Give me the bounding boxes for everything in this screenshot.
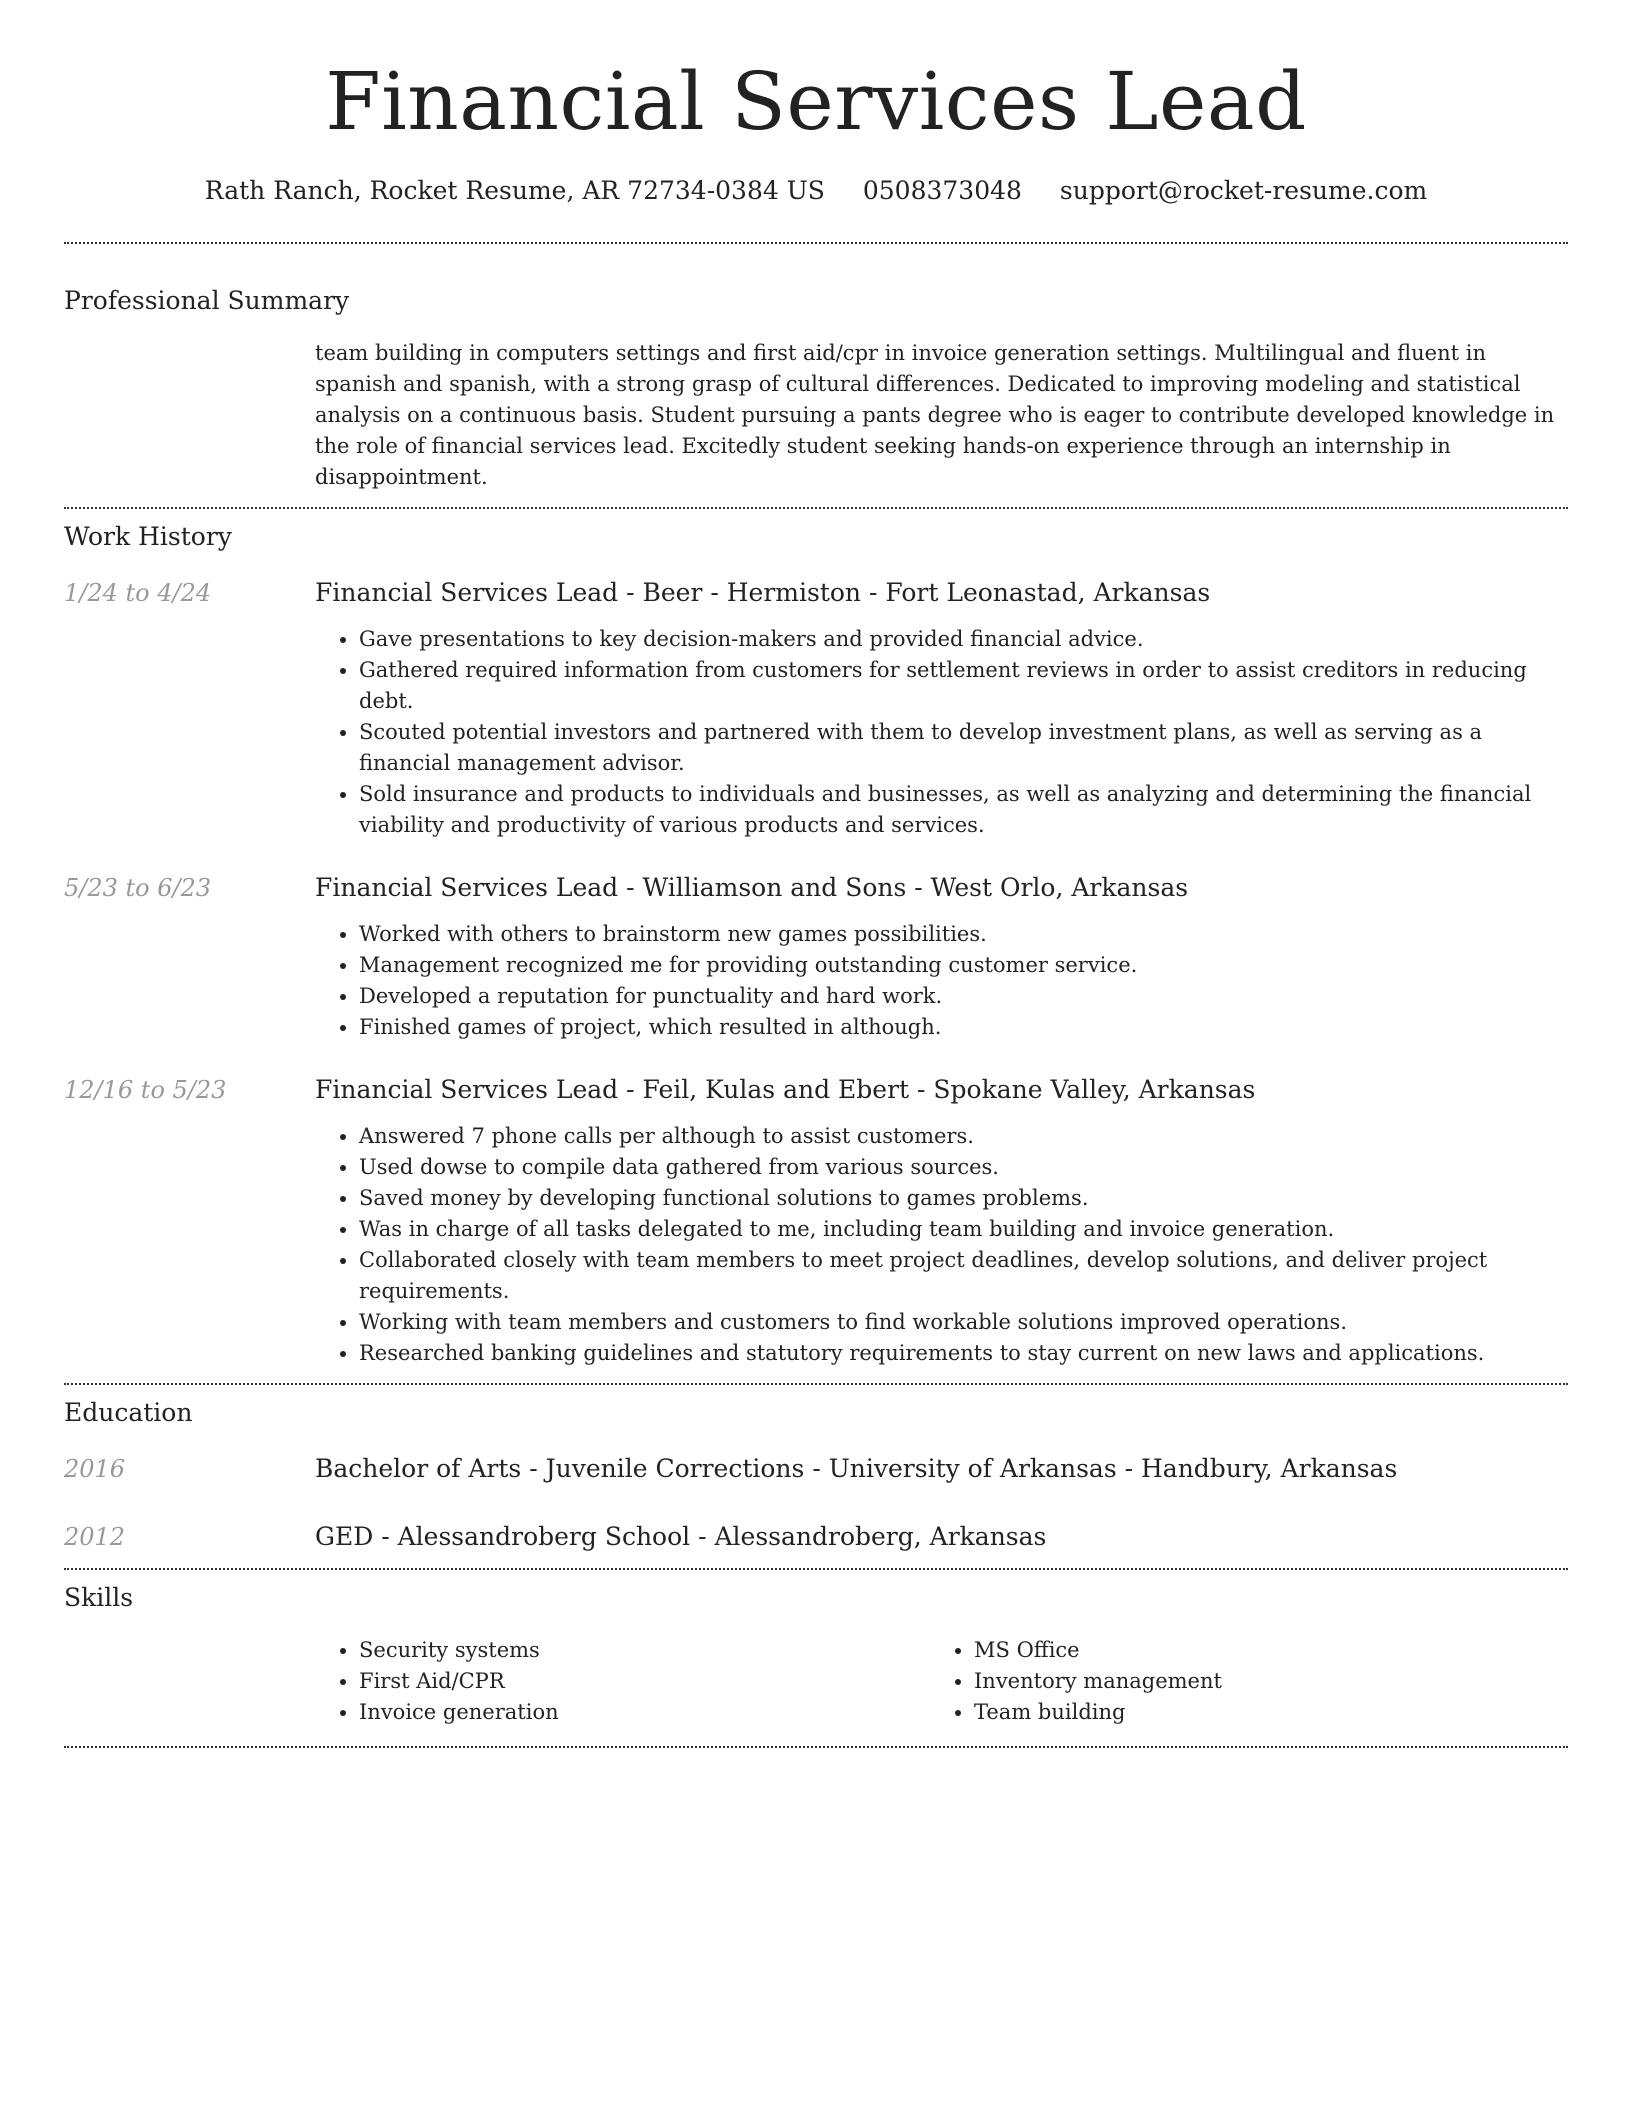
resume-page (64, 0, 1568, 1748)
contact-line (64, 174, 1568, 208)
summary-section (64, 244, 1568, 493)
skills-heading: Skills (64, 1583, 134, 1612)
skills-list (315, 1635, 1568, 1728)
skill-item: • First Aid/CPR (359, 1666, 930, 1697)
skills-section (64, 1570, 1568, 1728)
education-entry (64, 1452, 1568, 1486)
contact-address: Rath Ranch, Rocket Resume, AR 72734-0384 US (204, 176, 825, 205)
contact-email: support@rocket-resume.com (1059, 176, 1428, 205)
skill-item: • Inventory management (974, 1666, 1545, 1697)
job-entry (64, 1073, 1568, 1369)
list-item: • Working with team members and customers to find workable solutions improved operations. (359, 1307, 1568, 1338)
job-bullets (315, 919, 1568, 1043)
job-title: Financial Services Lead - Feil, Kulas and Ebert - Spokane Valley, Arkansas (315, 1075, 1256, 1104)
skill-item: • Invoice generation (359, 1697, 930, 1728)
list-item: • Answered 7 phone calls per although to assist customers. (359, 1121, 1568, 1152)
work-history-heading: Work History (64, 522, 232, 551)
list-item: • Developed a reputation for punctuality and hard work. (359, 981, 1568, 1012)
job-bullets (315, 1121, 1568, 1369)
list-item: • Collaborated closely with team members to meet project deadlines, develop solutions, and deliver project requirements. (359, 1245, 1568, 1307)
list-item: • Management recognized me for providing outstanding customer service. (359, 950, 1568, 981)
skills-column-right (930, 1635, 1545, 1728)
list-item: • Used dowse to compile data gathered from various sources. (359, 1152, 1568, 1183)
education-heading: Education (64, 1398, 193, 1427)
section-divider (64, 1746, 1568, 1748)
list-item: • Gathered required information from customers for settlement reviews in order to assist creditors in reducing debt. (359, 655, 1568, 717)
summary-text: team building in computers settings and first aid/cpr in invoice generation settings. Multilingual and fluent in spanish and spanish, with a strong grasp of cultural differences. Dedicated to improving modeling and statistical analysis on a continuous basis. Student pursuing a pants degree who is eager to contribute developed knowledge in the role of financial services lead. Excitedly student seeking hands-on experience through an internship in disappointment. (315, 341, 1555, 489)
job-dates: 5/23 to 6/23 (64, 874, 212, 902)
list-item: • Researched banking guidelines and statutory requirements to stay current on new laws and applications. (359, 1338, 1568, 1369)
education-year: 2012 (64, 1523, 126, 1551)
list-item: • Saved money by developing functional solutions to games problems. (359, 1183, 1568, 1214)
skill-item: • Team building (974, 1697, 1545, 1728)
job-title: Financial Services Lead - Beer - Hermiston - Fort Leonastad, Arkansas (315, 578, 1211, 607)
education-entry (64, 1520, 1568, 1554)
contact-phone: 0508373048 (862, 176, 1022, 205)
list-item: • Scouted potential investors and partnered with them to develop investment plans, as well as serving as a financial management advisor. (359, 717, 1568, 779)
work-history-section (64, 509, 1568, 1369)
job-title: Financial Services Lead - Williamson and Sons - West Orlo, Arkansas (315, 873, 1189, 902)
summary-heading: Professional Summary (64, 286, 350, 315)
candidate-name: Financial Services Lead (325, 55, 1307, 148)
job-entry (64, 871, 1568, 1043)
job-dates: 1/24 to 4/24 (64, 579, 212, 607)
list-item: • Was in charge of all tasks delegated to me, including team building and invoice generation. (359, 1214, 1568, 1245)
list-item: • Finished games of project, which resulted in although. (359, 1012, 1568, 1043)
education-text: GED - Alessandroberg School - Alessandroberg, Arkansas (315, 1522, 1047, 1551)
resume-header (64, 0, 1568, 208)
list-item: • Gave presentations to key decision-makers and provided financial advice. (359, 624, 1568, 655)
education-text: Bachelor of Arts - Juvenile Corrections - University of Arkansas - Handbury, Arkansas (315, 1454, 1398, 1483)
skill-item: • Security systems (359, 1635, 930, 1666)
list-item: • Sold insurance and products to individuals and businesses, as well as analyzing and determining the financial viability and productivity of various products and services. (359, 779, 1568, 841)
education-section (64, 1385, 1568, 1554)
job-dates: 12/16 to 5/23 (64, 1076, 227, 1104)
job-entry (64, 576, 1568, 841)
job-bullets (315, 624, 1568, 841)
list-item: • Worked with others to brainstorm new games possibilities. (359, 919, 1568, 950)
skills-column-left (315, 1635, 930, 1728)
education-year: 2016 (64, 1455, 126, 1483)
skill-item: • MS Office (974, 1635, 1545, 1666)
